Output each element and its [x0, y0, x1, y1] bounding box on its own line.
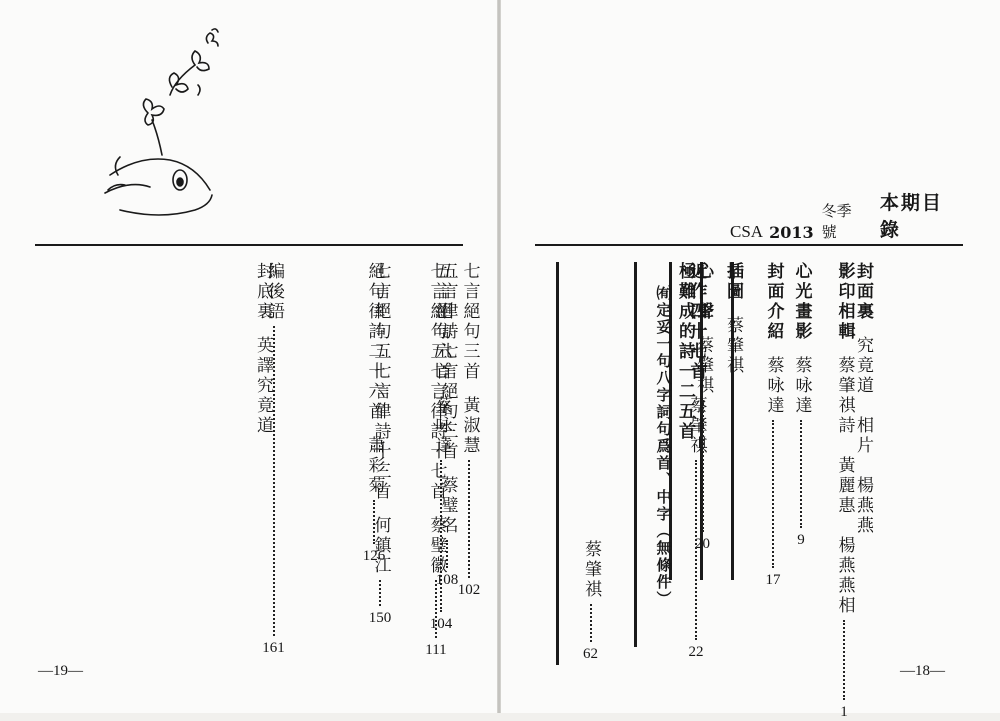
entry-page-number: 111: [425, 642, 447, 658]
entry-title: 編後語: [264, 262, 284, 322]
entry-title: 五言律詩七言絕句三首: [437, 262, 458, 462]
entry-page-number: 126: [362, 548, 386, 564]
entry-title: 插圖: [723, 262, 743, 302]
dot-leader: [590, 604, 592, 642]
dot-leader: [843, 620, 845, 700]
entry-page-number: 104: [429, 616, 453, 632]
entry-author: 黃淑慧: [459, 396, 480, 456]
entry-title: 極難成的詩一二五首: [675, 262, 695, 442]
entry-detail: ㈲定妥一句八字詞句爲首、中字（無條件）: [654, 285, 673, 608]
issue-season: 冬季號: [821, 202, 852, 241]
entry-detail: 蔡咏達: [791, 356, 812, 416]
entry-detail: 蔡肇祺: [693, 336, 713, 396]
entry-page-number: 9: [797, 532, 805, 548]
entry-page-number: 20: [695, 536, 710, 552]
entry-title: 心 聲: [693, 262, 713, 322]
entry-title: 絕句律詩二十六首: [364, 262, 385, 422]
entry-detail: 蔡咏達: [763, 356, 784, 416]
issue-year: 2013: [769, 223, 814, 242]
entry-title: 五言絕句六首: [431, 262, 452, 382]
dot-leader: [379, 580, 381, 606]
entry-detail: 蔡肇祺: [723, 316, 743, 376]
entry-title: 影印相輯: [834, 262, 855, 342]
magazine-brand: CSA: [730, 222, 764, 241]
entry-page-number: 17: [765, 572, 781, 588]
toc-entry[interactable]: [220, 262, 305, 436]
entry-author: 蔡肇祺: [581, 540, 601, 600]
right-header-rule: [535, 244, 963, 246]
right-page-number: —18—: [900, 663, 945, 679]
left-page-number: —19—: [38, 663, 83, 679]
entry-page-number: 62: [583, 646, 598, 662]
entry-author: 蔡璧徽: [426, 516, 447, 576]
toc-entry[interactable]: [278, 262, 482, 627]
toc-entry-author: [565, 540, 616, 663]
entry-detail: 究竟道 相片 楊燕燕: [853, 336, 873, 536]
entry-author: 何鎮江: [370, 516, 391, 576]
entry-detail: 蔡肇祺詩 黃麗惠 楊燕燕相: [834, 356, 855, 616]
entry-title: 七言絕句五七言律詩十三首: [370, 262, 391, 502]
entry-author: 英譯究竟道: [253, 336, 273, 436]
column-bar: [556, 262, 559, 665]
entry-title: 近作四十七首: [686, 262, 707, 382]
entry-page-number: 1: [840, 704, 848, 720]
entry-page-number: 22: [688, 644, 704, 660]
entry-title: 心光畫影: [791, 262, 812, 342]
entry-page-number: 102: [457, 582, 481, 598]
entry-page-number: 108: [435, 572, 459, 588]
toc-title: 本期目錄: [879, 192, 943, 241]
entry-page-number: 161: [262, 640, 285, 656]
entry-title: 封面介紹: [763, 262, 784, 342]
entry-title: 七言絕句五七言律詩十七首: [426, 262, 447, 502]
entry-page-number: 150: [368, 610, 392, 626]
entry-author: 蔡咏達: [431, 396, 452, 456]
entry-title: 封面裏: [853, 262, 873, 322]
ink-sketch-hand-flowers-icon: [100, 25, 230, 225]
entry-title: 七言絕句三首: [459, 262, 480, 382]
entry-author: 蔡璧名: [437, 476, 458, 536]
toc-header: [730, 192, 955, 242]
left-header-rule: [35, 244, 463, 246]
entry-title: 封底裏: [253, 262, 273, 322]
entry-author: 蕭彩菊: [364, 436, 385, 496]
dot-leader: [772, 420, 774, 568]
entry-detail: 蔡肇祺: [686, 396, 707, 456]
